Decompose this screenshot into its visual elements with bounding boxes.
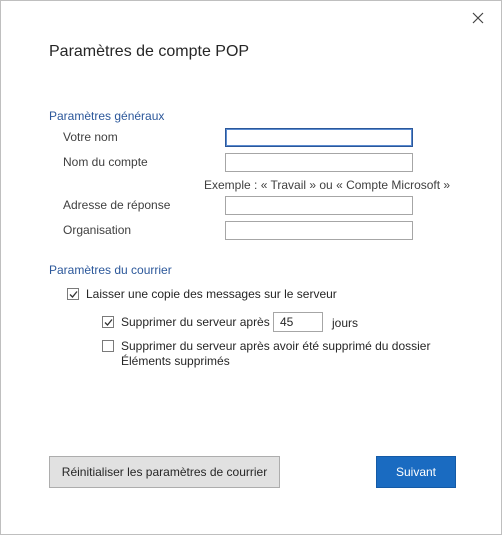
delete-when-deleted-row: [102, 339, 430, 369]
leave-copy-row: [67, 287, 337, 302]
organization-input[interactable]: [225, 221, 413, 240]
account-name-label: Nom du compte: [63, 155, 148, 169]
reply-address-label: Adresse de réponse: [63, 198, 171, 212]
organization-label: Organisation: [63, 223, 132, 237]
next-button[interactable]: Suivant: [376, 456, 456, 488]
account-name-input[interactable]: [225, 153, 413, 172]
delete-when-deleted-label: [121, 339, 430, 369]
days-input[interactable]: 45: [273, 312, 323, 332]
leave-copy-checkbox[interactable]: [67, 288, 79, 300]
close-icon: [472, 12, 484, 24]
reply-address-input[interactable]: [225, 196, 413, 215]
checkmark-icon: [69, 290, 78, 299]
delete-when-deleted-checkbox[interactable]: [102, 340, 114, 352]
days-unit-label: jours: [332, 316, 359, 330]
close-button[interactable]: [467, 7, 489, 29]
your-name-input[interactable]: [225, 128, 413, 147]
leave-copy-label: Laisser une copie des messages sur le serveur: [86, 287, 337, 301]
delete-when-deleted-line1: Supprimer du serveur après avoir été supprimé du dossier: [121, 339, 431, 353]
delete-after-label: Supprimer du serveur après: [121, 315, 270, 329]
delete-after-row: [102, 315, 270, 330]
dialog-title: Paramètres de compte POP: [49, 43, 250, 60]
account-name-example: Exemple : « Travail » ou « Compte Microsoft »: [204, 178, 451, 192]
your-name-label: Votre nom: [63, 130, 118, 144]
delete-when-deleted-line2: Éléments supprimés: [121, 354, 230, 368]
checkmark-icon: [104, 318, 113, 327]
delete-after-checkbox[interactable]: [102, 316, 114, 328]
mail-settings-heading: Paramètres du courrier: [49, 263, 172, 277]
general-settings-heading: Paramètres généraux: [49, 109, 165, 123]
reset-mail-settings-button[interactable]: Réinitialiser les paramètres de courrier: [49, 456, 280, 488]
